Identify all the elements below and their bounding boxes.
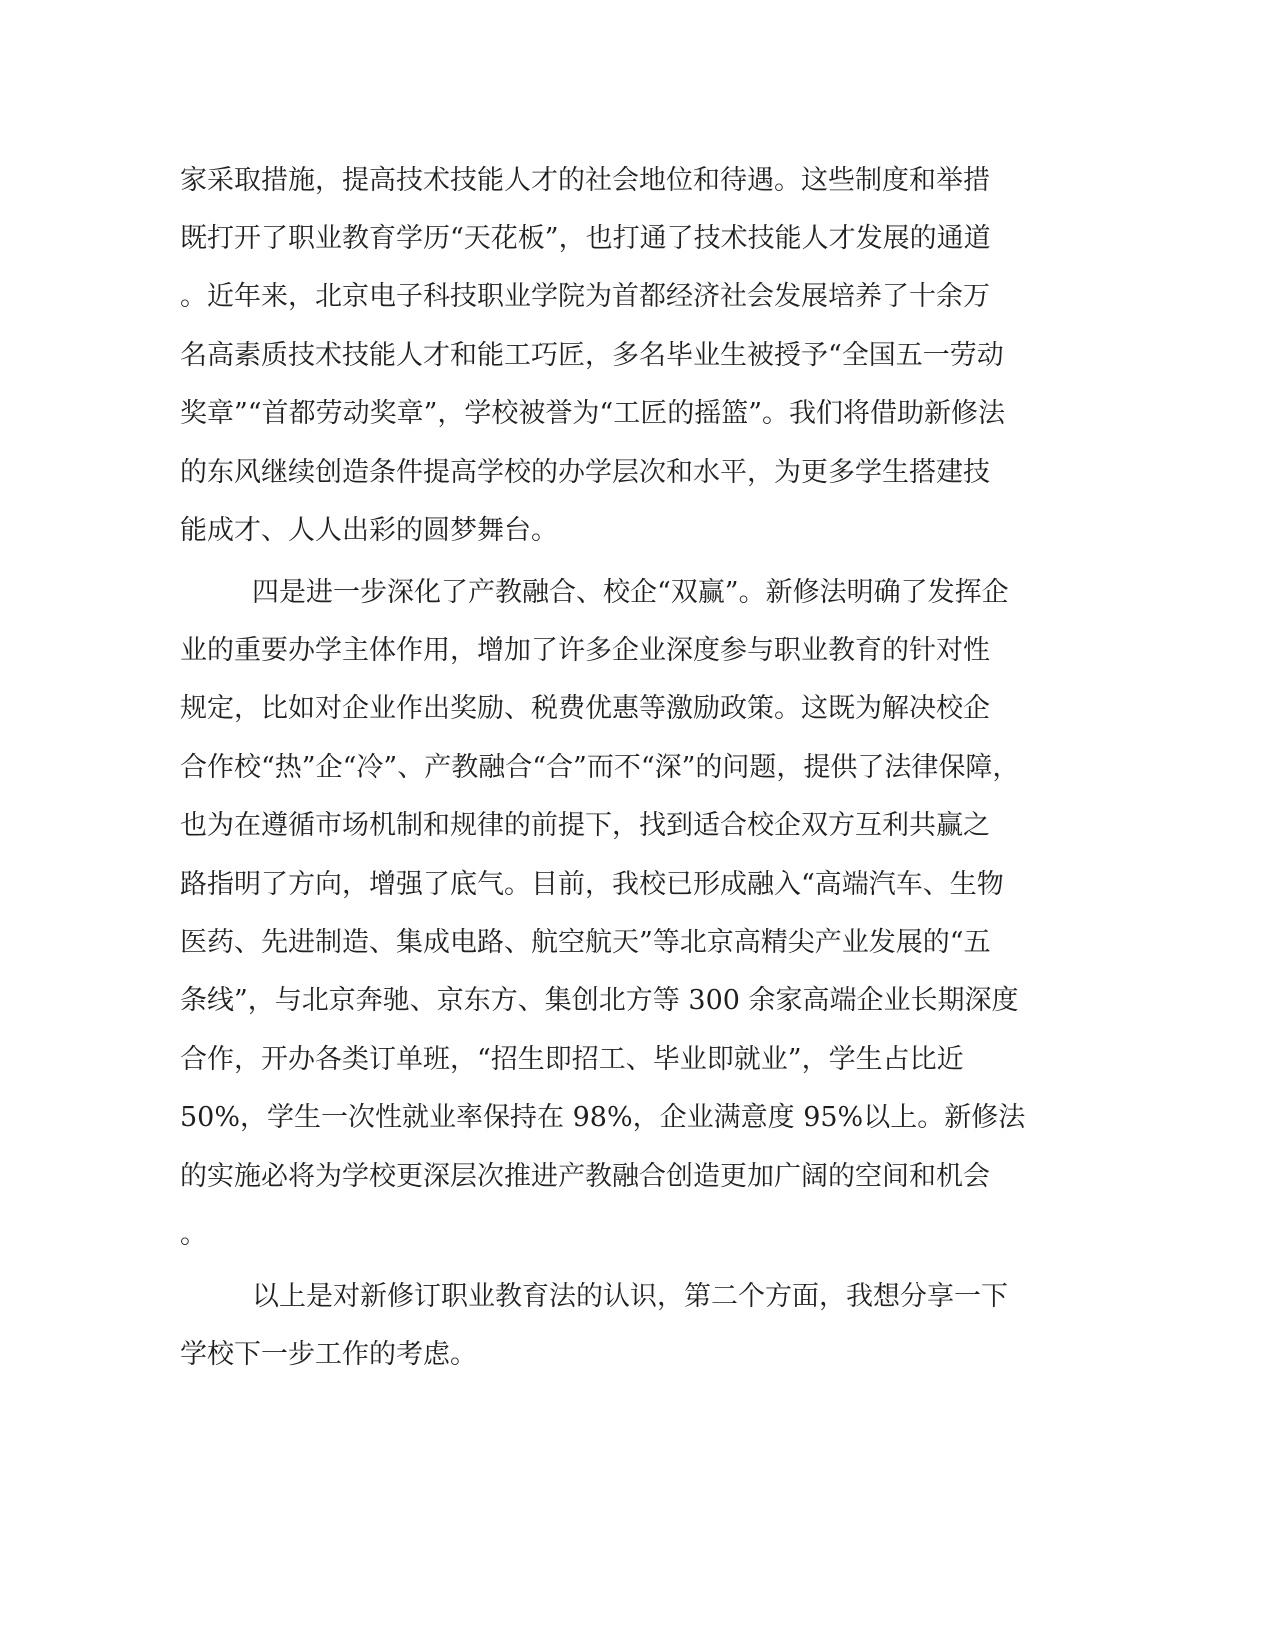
text-line: 家采取措施，提高技术技能人才的社会地位和待遇。这些制度和举措 — [180, 165, 990, 196]
text-line: 50%，学生一次性就业率保持在 98%，企业满意度 95%以上。新修法 — [180, 1102, 1026, 1133]
text-line: 。近年来，北京电子科技职业学院为首都经济社会发展培养了十余万 — [180, 281, 990, 312]
text-line: 既打开了职业教育学历“天花板”，也打通了技术技能人才发展的通道 — [180, 223, 991, 254]
text-line: 合作，开办各类订单班，“招生即招工、毕业即就业”，学生占比近 — [180, 1044, 964, 1075]
text-line: 规定，比如对企业作出奖励、税费优惠等激励政策。这既为解决校企 — [180, 693, 990, 724]
text-line: 奖章”“首都劳动奖章”，学校被誉为“工匠的摇篮”。我们将借助新修法 — [180, 398, 1006, 429]
text-line: 路指明了方向，增强了底气。目前，我校已形成融入“高端汽车、生物 — [180, 869, 1004, 900]
text-line: 条线”，与北京奔驰、京东方、集创北方等 300 余家高端企业长期深度 — [180, 985, 1019, 1016]
paragraph-first-line: 四是进一步深化了产教融合、校企“双赢”。新修法明确了发挥企 — [252, 577, 1009, 608]
text-line: 合作校“热”企“冷”、产教融合“合”而不“深”的问题，提供了法律保障， — [180, 752, 1020, 783]
text-line: 。 — [180, 1219, 207, 1250]
text-line: 名高素质技术技能人才和能工巧匠，多名毕业生被授予“全国五一劳动 — [180, 340, 1004, 371]
text-line: 的实施必将为学校更深层次推进产教融合创造更加广阔的空间和机会 — [180, 1161, 990, 1192]
text-line: 医药、先进制造、集成电路、航空航天”等北京高精尖产业发展的“五 — [180, 927, 991, 958]
text-line: 的东风继续创造条件提高学校的办学层次和水平，为更多学生搭建技 — [180, 457, 990, 488]
text-line: 也为在遵循市场机制和规律的前提下，找到适合校企双方互利共赢之 — [180, 810, 990, 841]
text-line: 业的重要办学主体作用，增加了许多企业深度参与职业教育的针对性 — [180, 635, 990, 666]
text-line: 能成才、人人出彩的圆梦舞台。 — [180, 515, 558, 546]
paragraph-first-line: 以上是对新修订职业教育法的认识，第二个方面，我想分享一下 — [252, 1281, 1008, 1312]
text-line: 学校下一步工作的考虑。 — [180, 1339, 477, 1370]
